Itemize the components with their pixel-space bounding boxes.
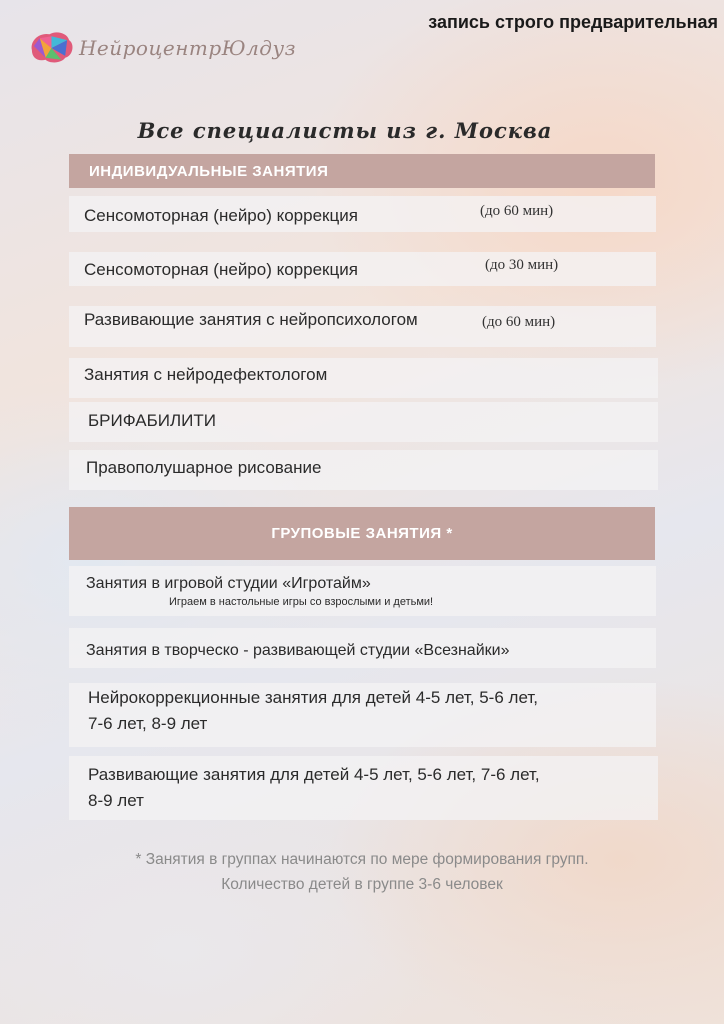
service-row (69, 196, 656, 232)
brand-logo (26, 26, 296, 70)
service-row (69, 252, 656, 286)
group-row (69, 756, 658, 820)
service-duration: (до 60 мин) (482, 314, 556, 330)
service-row (69, 306, 656, 347)
brain-logo-icon (26, 28, 75, 68)
service-row (69, 402, 658, 442)
group-row (69, 628, 656, 668)
service-label: Занятия с нейродефектологом (84, 365, 328, 384)
group-row (69, 566, 656, 616)
booking-note: запись строго предварительная (428, 12, 718, 32)
group-label-line2: 8-9 лет (88, 791, 144, 810)
individual-heading: ИНДИВИДУАЛЬНЫЕ ЗАНЯТИЯ (69, 154, 655, 188)
service-label: Сенсомоторная (нейро) коррекция (84, 206, 358, 225)
service-label: Сенсомоторная (нейро) коррекция (84, 260, 358, 279)
footnote-line2: Количество детей в группе 3-6 человек (221, 876, 503, 893)
group-label: Занятия в творческо - развивающей студии «Всезнайки» (86, 642, 510, 659)
service-label: БРИФАБИЛИТИ (88, 411, 216, 430)
group-note: Играем в настольные игры со взрослыми и детьми! (169, 596, 434, 608)
service-row (69, 358, 658, 398)
service-duration: (до 60 мин) (480, 203, 554, 219)
brand-name: НейроцентрЮлдуз (78, 36, 296, 60)
service-label: Правополушарное рисование (86, 458, 322, 477)
group-label-line1: Развивающие занятия для детей 4-5 лет, 5-6 лет, 7-6 лет, (88, 765, 540, 784)
group-label-line2: 7-6 лет, 8-9 лет (88, 714, 208, 733)
service-duration: (до 30 мин) (485, 257, 559, 273)
service-label: Развивающие занятия с нейропсихологом (84, 310, 418, 329)
group-row (69, 683, 656, 747)
service-row (69, 450, 658, 490)
group-label: Занятия в игровой студии «Игротайм» (86, 575, 371, 592)
footnote-line1: * Занятия в группах начинаются по мере формирования групп. (135, 851, 589, 868)
group-label-line1: Нейрокоррекционные занятия для детей 4-5 лет, 5-6 лет, (88, 688, 538, 707)
group-heading: ГРУПОВЫЕ ЗАНЯТИЯ * (69, 507, 655, 560)
page-subtitle: Все специалисты из г. Москва (137, 118, 553, 143)
